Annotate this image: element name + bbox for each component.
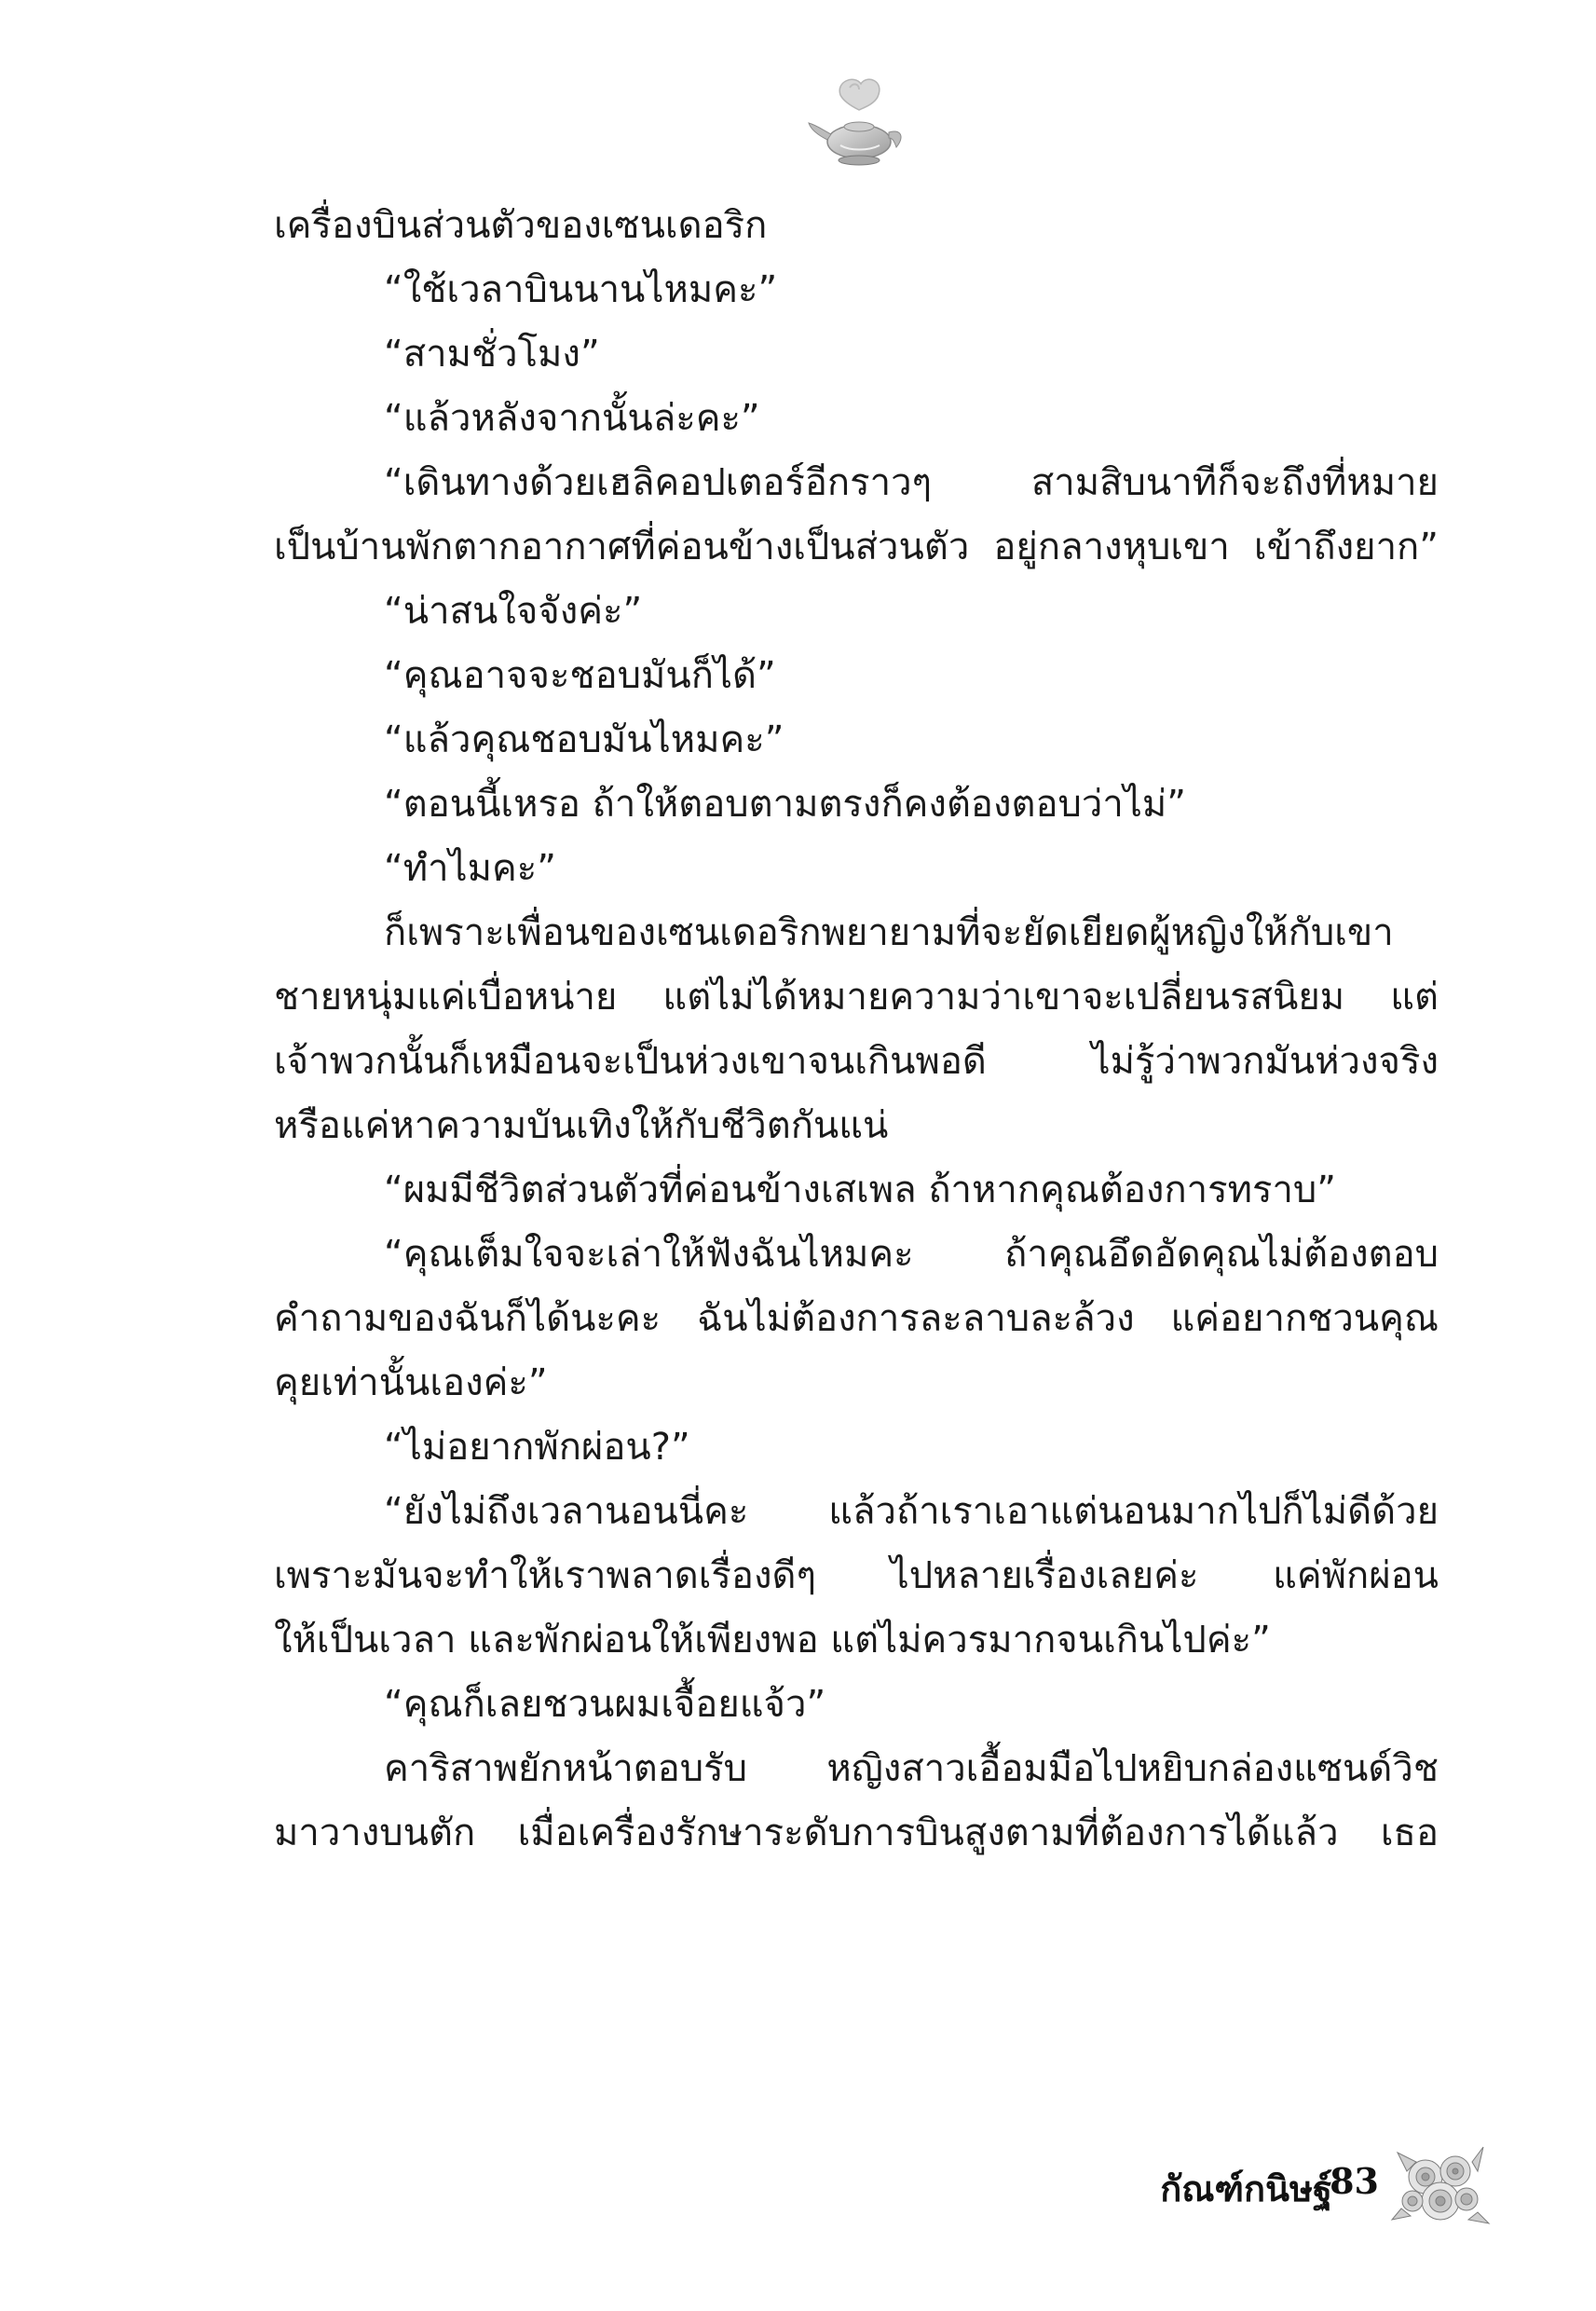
text-line: “ทำไมคะ” xyxy=(384,847,556,890)
text-line: “สามชั่วโมง” xyxy=(384,333,600,376)
text-line: เครื่องบินส่วนตัวของเซนเดอริก xyxy=(274,204,768,247)
text-line: มาวางบนตัก เมื่อเครื่องรักษาระดับการบินสูงตามที่ต้องการได้แล้ว เธอ xyxy=(274,1812,1439,1854)
text-line: “ไม่อยากพักผ่อน?” xyxy=(384,1426,690,1469)
text-line: คุยเท่านั้นเองค่ะ” xyxy=(274,1361,548,1404)
page-number: 83 xyxy=(1330,2160,1379,2202)
text-line: “ผมมีชีวิตส่วนตัวที่ค่อนข้างเสเพล ถ้าหากคุณต้องการทราบ” xyxy=(384,1169,1337,1211)
text-line: เจ้าพวกนั้นก็เหมือนจะเป็นห่วงเขาจนเกินพอดี ไม่รู้ว่าพวกมันห่วงจริง xyxy=(274,1040,1439,1083)
text-line: ให้เป็นเวลา และพักผ่อนให้เพียงพอ แต่ไม่ควรมากจนเกินไปค่ะ” xyxy=(274,1619,1271,1661)
text-line: “คุณอาจจะชอบมันก็ได้” xyxy=(384,654,776,697)
text-line: “คุณเต็มใจจะเล่าให้ฟังฉันไหมคะ ถ้าคุณอึดอัดคุณไม่ต้องตอบ xyxy=(384,1233,1439,1276)
text-line: “แล้วคุณชอบมันไหมคะ” xyxy=(384,718,784,761)
body-text xyxy=(274,194,1439,1866)
text-line: “น่าสนใจจังค่ะ” xyxy=(384,590,643,633)
text-line: “ใช้เวลาบินนานไหมคะ” xyxy=(384,268,778,311)
text-line: “เดินทางด้วยเฮลิคอปเตอร์อีกราวๆ สามสิบนาทีก็จะถึงที่หมาย xyxy=(384,461,1439,504)
page-footer xyxy=(1099,2134,1491,2236)
text-line: “ตอนนี้เหรอ ถ้าให้ตอบตามตรงก็คงต้องตอบว่าไม่” xyxy=(384,783,1186,826)
text-line: คำถามของฉันก็ได้นะคะ ฉันไม่ต้องการละลาบละล้วง แค่อยากชวนคุณ xyxy=(274,1297,1439,1340)
text-line: “แล้วหลังจากนั้นล่ะคะ” xyxy=(384,397,760,440)
text-line: คาริสาพยักหน้าตอบรับ หญิงสาวเอื้อมมือไปหยิบกล่องแซนด์วิช xyxy=(384,1747,1439,1790)
book-title: กัณฑ์กนิษฐ์ xyxy=(1160,2167,1332,2209)
text-line: หรือแค่หาความบันเทิงให้กับชีวิตกันแน่ xyxy=(274,1104,889,1147)
text-line: เป็นบ้านพักตากอากาศที่ค่อนข้างเป็นส่วนตัว อยู่กลางหุบเขา เข้าถึงยาก” xyxy=(274,526,1439,568)
flower-bouquet-icon xyxy=(1388,2134,1491,2236)
text-line: ก็เพราะเพื่อนของเซนเดอริกพยายามที่จะยัดเยียดผู้หญิงให้กับเขา xyxy=(384,911,1394,954)
text-line: “คุณก็เลยชวนผมเจื้อยแจ้ว” xyxy=(384,1683,826,1726)
text-line: เพราะมันจะทำให้เราพลาดเรื่องดีๆ ไปหลายเรื่องเลยค่ะ แค่พักผ่อน xyxy=(274,1554,1439,1597)
text-line: ชายหนุ่มแค่เบื่อหน่าย แต่ไม่ได้หมายความว่าเขาจะเปลี่ยนรสนิยม แต่ xyxy=(274,976,1439,1019)
text-line: “ยังไม่ถึงเวลานอนนี่คะ แล้วถ้าเราเอาแต่นอนมากไปก็ไม่ดีด้วย xyxy=(384,1490,1439,1533)
teapot-ornament-icon xyxy=(803,67,915,179)
